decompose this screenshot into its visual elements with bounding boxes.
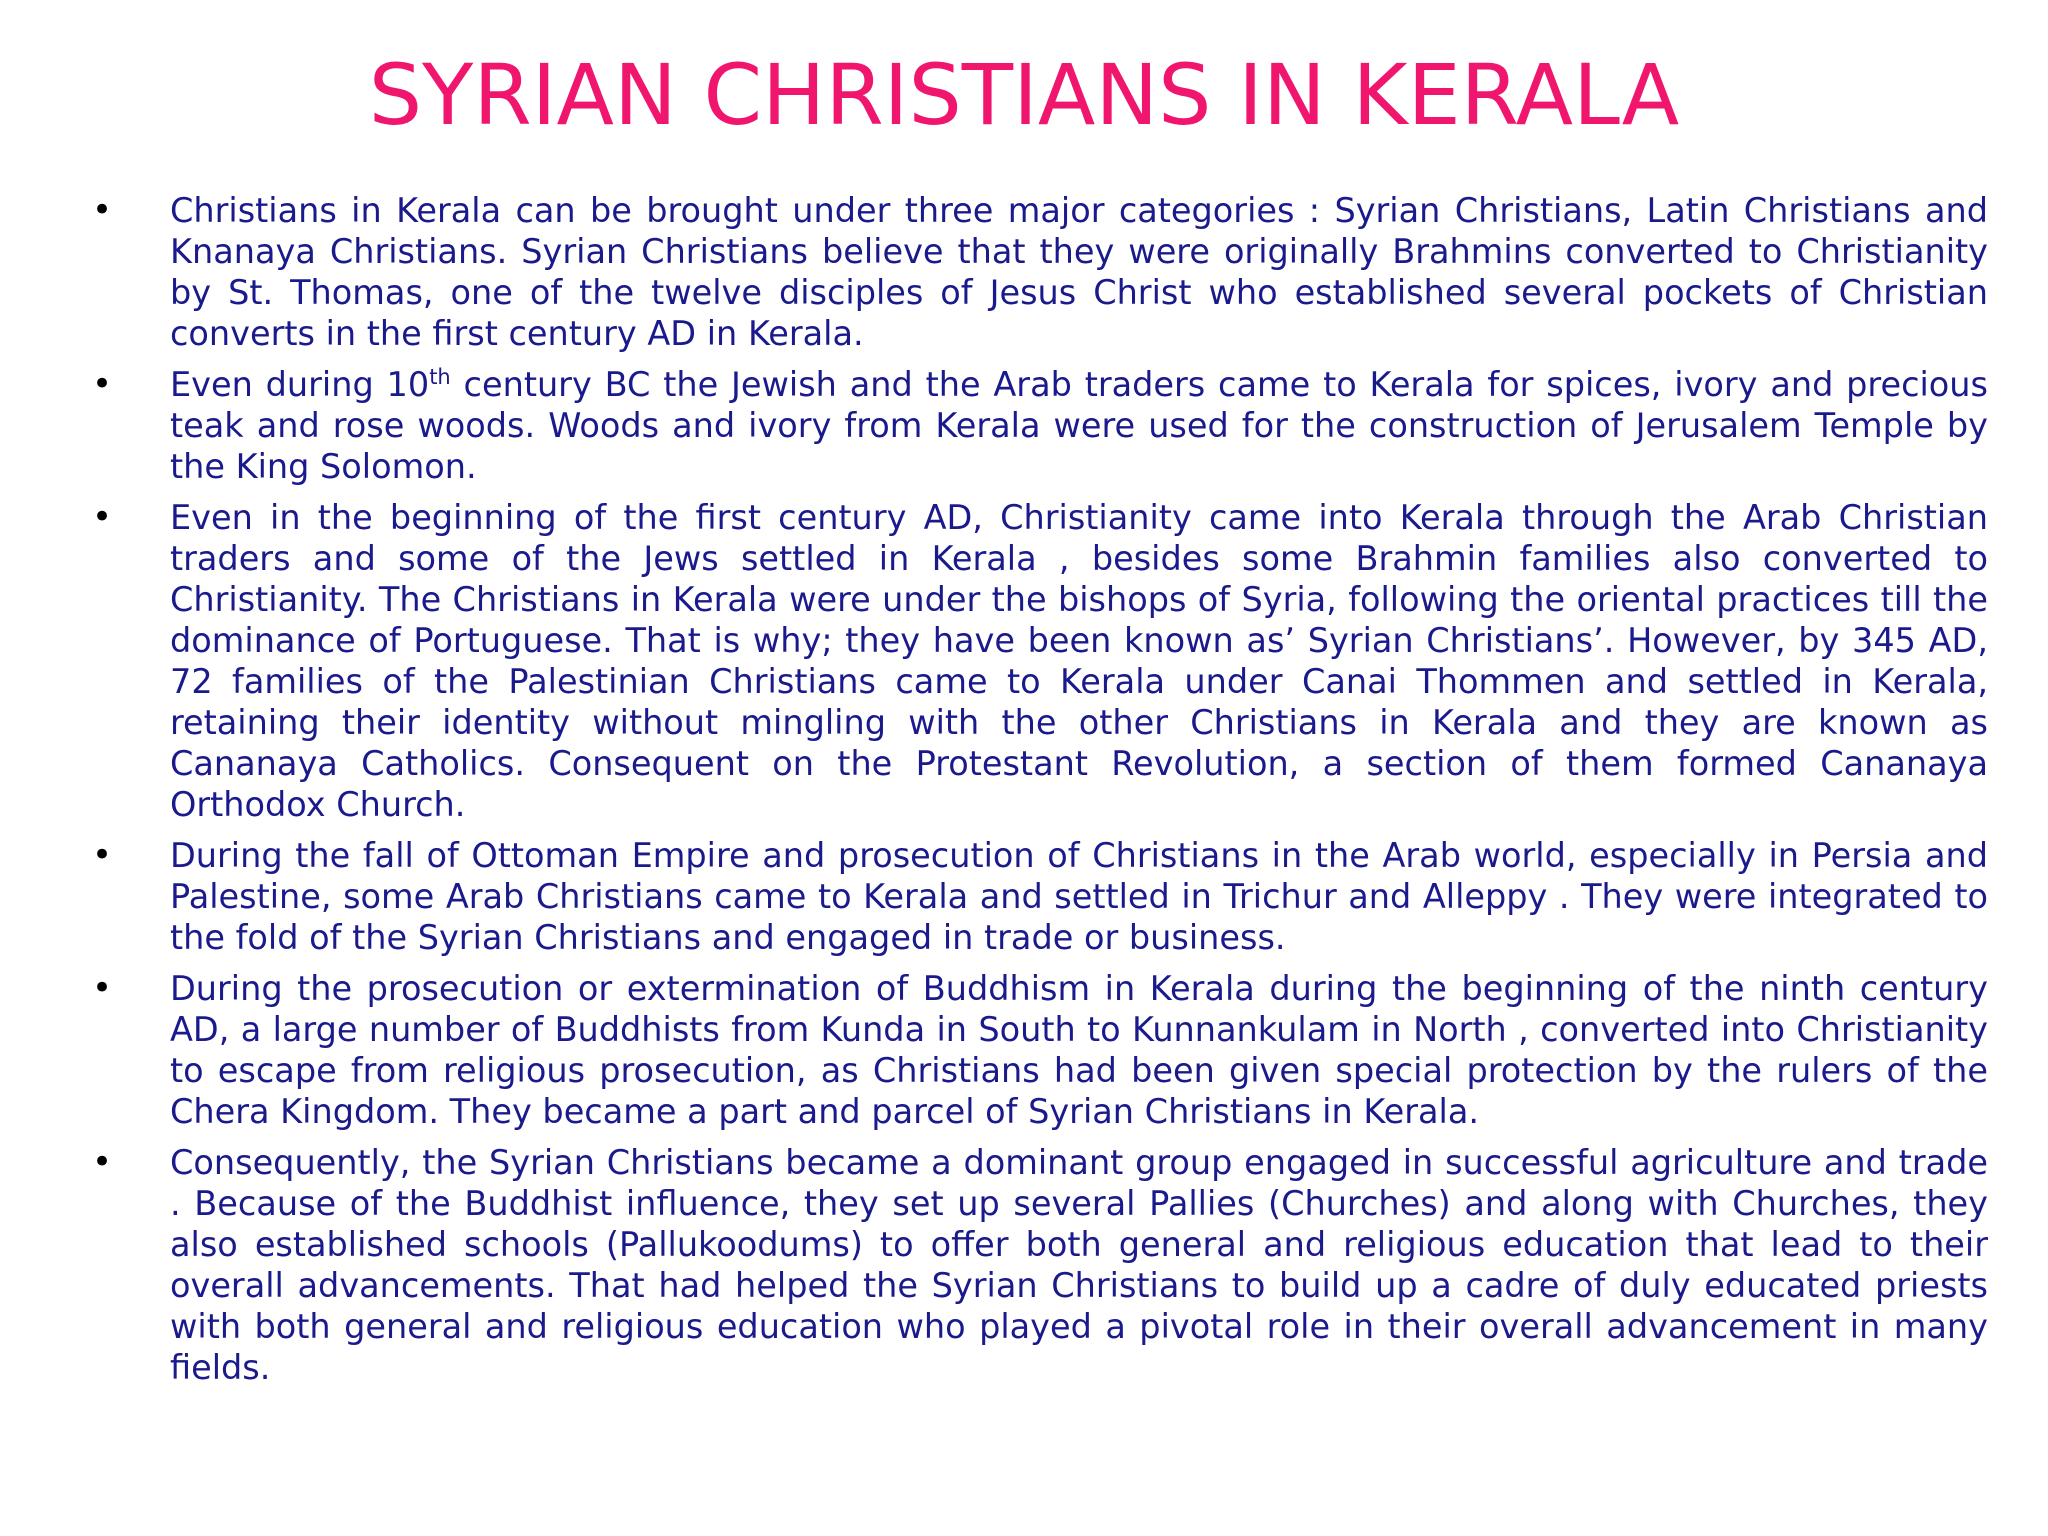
bullet-text: Even in the beginning of the first century AD, Christianity came into Kerala through the Arab Christian traders and some of the Jews settled in Kerala , besides some Brahmin families also converted to Christianity. The Christians in Kerala were under the bishops of Syria, following the oriental practices till the dominance of Portuguese. That is why; they have been known as’ Syrian Christians’. However, by 345 AD, 72 families of the Palestinian Christians came to Kerala under Canai Thommen and settled in Kerala, retaining their identity without mingling with the other Christians in Kerala and they are known as Cananaya Catholics. Consequent on the Protestant Revolution, a section of them formed Cananaya Orthodox Church. xyxy=(170,498,1988,824)
bullet-text xyxy=(170,365,1988,486)
bullet-text: During the prosecution or extermination of Buddhism in Kerala during the beginning of the ninth century AD, a large number of Buddhists from Kunda in South to Kunnankulam in North , converted into Christianity to escape from religious prosecution, as Christians had been given special protection by the rulers of the Chera Kingdom. They became a part and parcel of Syrian Christians in Kerala. xyxy=(170,969,1988,1131)
bullet-dot-icon: • xyxy=(92,497,113,537)
bullet-dot-icon: • xyxy=(92,1142,113,1182)
bullet-text: Christians in Kerala can be brought under three major categories : Syrian Christians, Latin Christians and Knanaya Christians. Syrian Christians believe that they were originally Brahmins converted to Christianity by St. Thomas, one of the twelve disciples of Jesus Christ who established several pockets of Christian converts in the first century AD in Kerala. xyxy=(170,191,1988,353)
bullet-item xyxy=(92,497,1988,825)
superscript: th xyxy=(429,364,451,389)
bullet-dot-icon: • xyxy=(92,364,113,404)
bullet-item xyxy=(92,968,1988,1132)
slide-title: SYRIAN CHRISTIANS IN KERALA xyxy=(368,46,1680,144)
bullet-dot-icon: • xyxy=(92,190,113,230)
bullet-list xyxy=(92,190,1988,1398)
bullet-text-part: century BC the Jewish and the Arab traders came to Kerala for spices, ivory and precious teak and rose woods. Woods and ivory from Kerala were used for the construction of Jerusalem Temple by the King Solomon. xyxy=(170,365,1988,486)
bullet-dot-icon: • xyxy=(92,968,113,1008)
bullet-item xyxy=(92,1142,1988,1388)
bullet-text: During the fall of Ottoman Empire and prosecution of Christians in the Arab world, especially in Persia and Palestine, some Arab Christians came to Kerala and settled in Trichur and Alleppy . They were integrated to the fold of the Syrian Christians and engaged in trade or business. xyxy=(170,836,1988,957)
bullet-text: Consequently, the Syrian Christians became a dominant group engaged in successful agriculture and trade . Because of the Buddhist influence, they set up several Pallies (Churches) and along with Churches, they also established schools (Pallukoodums) to offer both general and religious education that lead to their overall advancements. That had helped the Syrian Christians to build up a cadre of duly educated priests with both general and religious education who played a pivotal role in their overall advancement in many fields. xyxy=(170,1143,1988,1387)
bullet-item xyxy=(92,364,1988,487)
bullet-item xyxy=(92,835,1988,958)
bullet-text-part: Even during 10 xyxy=(170,365,430,404)
bullet-dot-icon: • xyxy=(92,835,113,875)
bullet-item xyxy=(92,190,1988,354)
